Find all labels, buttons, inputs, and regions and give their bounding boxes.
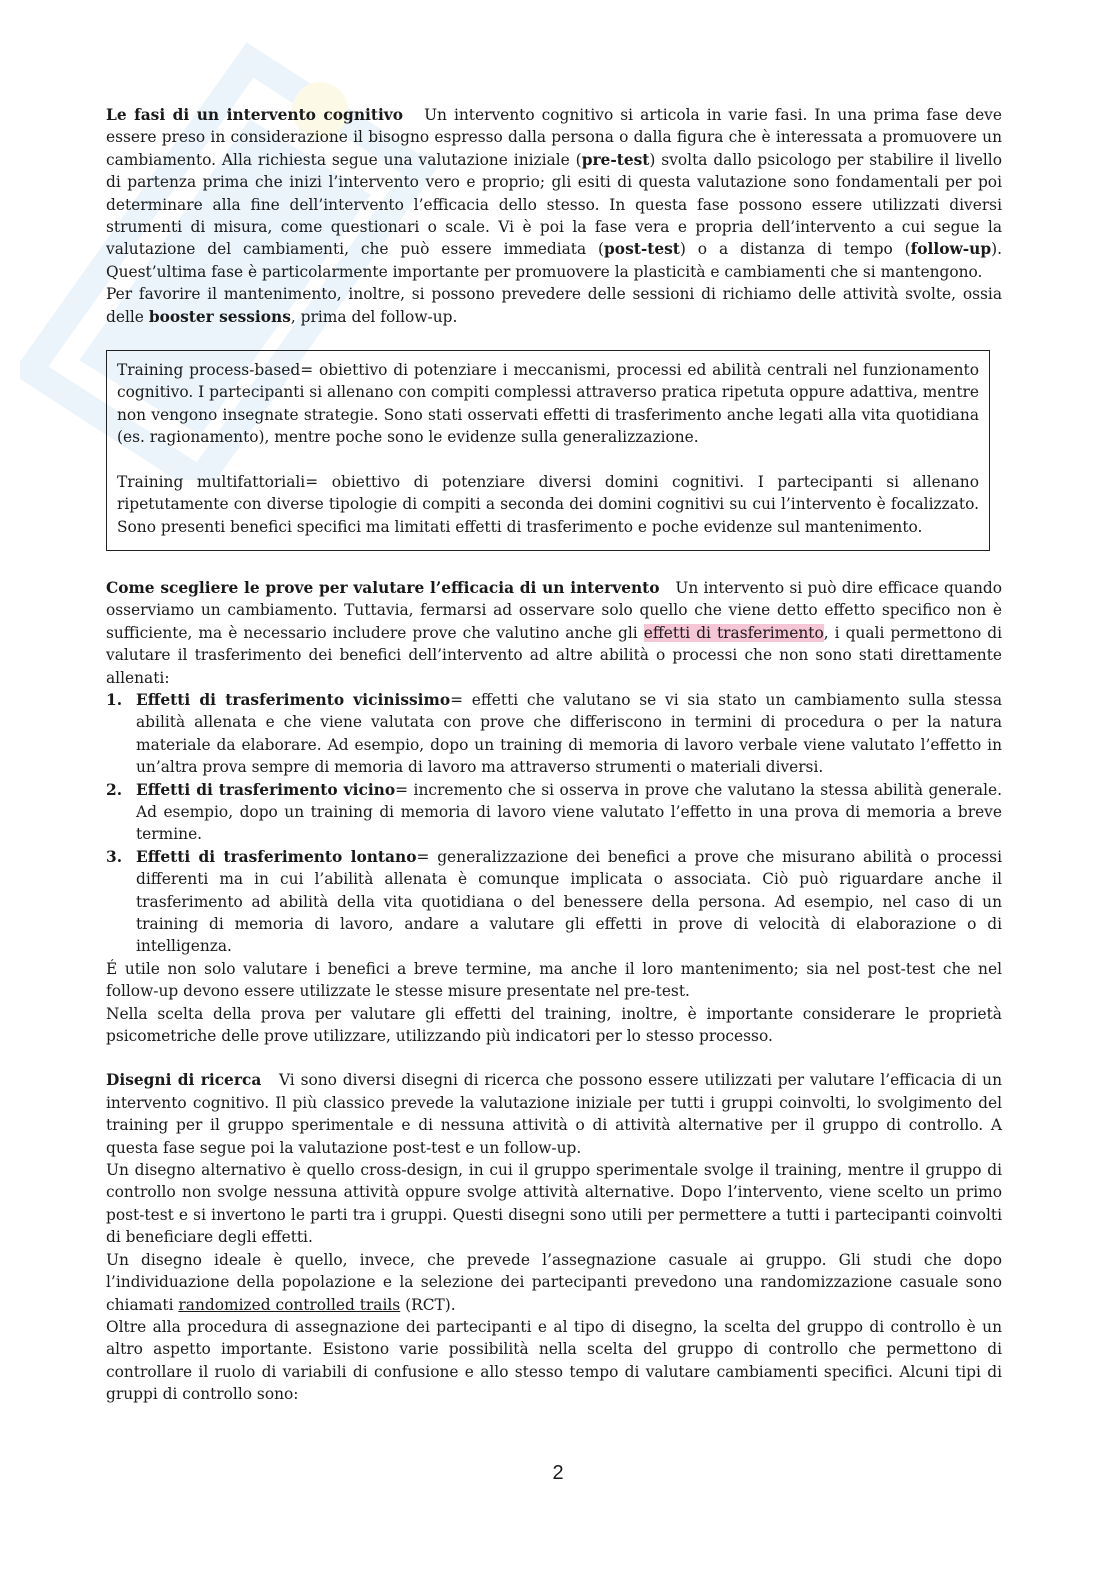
list-item <box>106 779 1002 846</box>
list-term: Effetti di trasferimento vicino <box>136 780 396 799</box>
list-number: 3. <box>106 847 123 866</box>
list-number: 2. <box>106 780 123 799</box>
document-body <box>106 104 1002 1406</box>
list-item <box>106 689 1002 779</box>
training-types-box <box>106 350 990 551</box>
text-span: ) svolta dallo psicologo per stabilire il livello di partenza prima che inizi l’intervento vero e proprio; gli esiti di questa valutazione sono fondamentali per poi determinare alla fine dell’intervento l’efficacia dello stesso. In questa fase possono essere utilizzati diversi strumenti di misura, come questionari o scale. Vi è poi la fase vera e propria dell’intervento a cui segue la valutazione del cambiamenti, che può essere immediata ( <box>106 150 1002 259</box>
highlight-effetti-trasferimento: effetti di trasferimento <box>643 623 824 642</box>
text-span: Un intervento cognitivo si articola in varie fasi. In una prima fase deve essere preso in considerazione il bisogno espresso dalla persona o dalla figura che è interessata a promuovere un cambiamento. Alla richiesta segue una valutazione iniziale ( <box>106 106 1002 169</box>
text-span: , i quali permettono di valutare il trasferimento dei benefici dell’intervento ad altre abilità o processi che non sono stati direttamente allenati: <box>106 623 1003 687</box>
section-disegni-title: Disegni di ricerca <box>106 1071 262 1090</box>
section-disegni-paragraph <box>106 1069 1002 1159</box>
control-group-paragraph: Oltre alla procedura di assegnazione dei partecipanti e al tipo di disegno, la scelta del gruppo di controllo è un altro aspetto importante. Esistono varie possibilità nella scelta del gruppo di controllo che permettono di controllare il ruolo di variabili di confusione e allo stesso tempo di valutare cambiamenti specifici. Alcuni tipi di gruppi di controllo sono: <box>106 1317 1002 1404</box>
training-multifattoriali: Training multifattoriali= obiettivo di potenziare diversi domini cognitivi. I partecipanti si allenano ripetutamente con diverse tipologie di compiti a seconda dei domini cognitivi su cui l’intervento è focalizzato. Sono presenti benefici specifici ma limitati effetti di trasferimento e poche evidenze sul mantenimento. <box>117 472 979 536</box>
list-number: 1. <box>106 690 123 709</box>
section-prove-title: Come scegliere le prove per valutare l’efficacia di un intervento <box>106 578 660 597</box>
term-booster-sessions: booster sessions <box>148 307 291 326</box>
booster-paragraph <box>106 283 1002 328</box>
section-fasi-paragraph <box>106 104 1002 283</box>
maintenance-paragraph: É utile non solo valutare i benefici a breve termine, ma anche il loro mantenimento; sia nel post-test che nel follow-up devono essere utilizzate le stesse misure presentate nel pre-test. <box>106 959 1002 1001</box>
cross-design-paragraph: Un disegno alternativo è quello cross-design, in cui il gruppo sperimentale svolge il training, mentre il gruppo di controllo non svolge nessuna attività oppure svolge attività alternative. Dopo l’intervento, viene scelto un primo post-test e si invertono le parti tra i gruppi. Questi disegni sono utili per permettere a tutti i partecipanti coinvolti di beneficiare degli effetti. <box>106 1161 1002 1247</box>
text-span: Un intervento si può dire efficace quando osserviamo un cambiamento. Tuttavia, fermarsi ad osservare solo quello che viene detto effetto specifico non è sufficiente, ma è necessario includere prove che valutino anche gli <box>106 578 1002 642</box>
term-pre-test: pre-test <box>581 150 650 169</box>
text-span: Per favorire il mantenimento, inoltre, si possono prevedere delle sessioni di richiamo delle attività svolte, ossia delle <box>106 285 1002 326</box>
list-term: Effetti di trasferimento vicinissimo <box>136 690 451 709</box>
list-text: = effetti che valutano se vi sia stato un cambiamento sulla stessa abilità allenata e che viene valutata con prove che differiscono in termini di procedura o per la natura materiale da elaborare. Ad esempio, dopo un training di memoria di lavoro verbale viene valutato l’effetto in un’altra prova sempre di memoria di lavoro ma attraverso strumenti o materiali diversi. <box>136 690 1003 777</box>
text-span: ) o a distanza di tempo ( <box>679 240 911 259</box>
list-term: Effetti di trasferimento lontano <box>136 847 417 866</box>
section-fasi-title: Le fasi di un intervento cognitivo <box>106 106 404 124</box>
psychometric-paragraph: Nella scelta della prova per valutare gli effetti del training, inoltre, è importante considerare le proprietà psicometriche delle prove utilizzare, utilizzando più indicatori per lo stesso processo. <box>106 1004 1002 1046</box>
transfer-effects-list <box>106 689 1002 958</box>
training-process-based: Training process-based= obiettivo di potenziare i meccanismi, processi ed abilità centrali nel funzionamento cognitivo. I partecipanti si allenano con compiti complessi attraverso pratica ripetuta oppure adattiva, mentre non vengono insegnate strategie. Sono stati osservati effetti di trasferimento anche legati alla vita quotidiana (es. ragionamento), mentre poche sono le evidenze sulla generalizzazione. <box>117 361 979 447</box>
list-item <box>106 846 1002 958</box>
rct-term: randomized controlled trails <box>178 1295 401 1314</box>
section-prove-paragraph <box>106 577 1002 689</box>
page-number: 2 <box>552 1462 564 1484</box>
text-span: , prima del follow-up. <box>290 307 458 326</box>
text-span: ). Quest’ultima fase è particolarmente importante per promuovere la plasticità e cambiamenti che si mantengono. <box>106 240 1002 281</box>
term-follow-up: follow-up <box>910 240 992 259</box>
rct-paragraph <box>106 1249 1002 1316</box>
text-span: (RCT). <box>400 1295 456 1314</box>
list-text: = generalizzazione dei benefici a prove che misurano abilità o processi differenti ma in cui l’abilità allenata è comunque implicata o associata. Ciò può riguardare anche il trasferimento ad abilità della vita quotidiana o del benessere della persona. Ad esempio, nel caso di un training di memoria di lavoro, andare a valutare gli effetti in prove di velocità di elaborazione o di intelligenza. <box>136 847 1002 956</box>
term-post-test: post-test <box>604 240 680 259</box>
list-text: = incremento che si osserva in prove che valutano la stessa abilità generale. Ad esempio, dopo un training di memoria di lavoro viene valutato l’effetto in una prova di memoria a breve termine. <box>136 780 1002 844</box>
text-span: Un disegno ideale è quello, invece, che prevede l’assegnazione casuale ai gruppo. Gli studi che dopo l’individuazione della popolazione e la selezione dei partecipanti prevedono una randomizzazione casuale sono chiamati <box>106 1250 1002 1314</box>
text-span: Vi sono diversi disegni di ricerca che possono essere utilizzati per valutare l’efficacia di un intervento cognitivo. Il più classico prevede la valutazione iniziale per tutti i gruppi coinvolti, lo svolgimento del training per il gruppo sperimentale e di nessuna attività o di attività alternative per il gruppo di controllo. A questa fase segue poi la valutazione post-test e un follow-up. <box>106 1071 1002 1157</box>
